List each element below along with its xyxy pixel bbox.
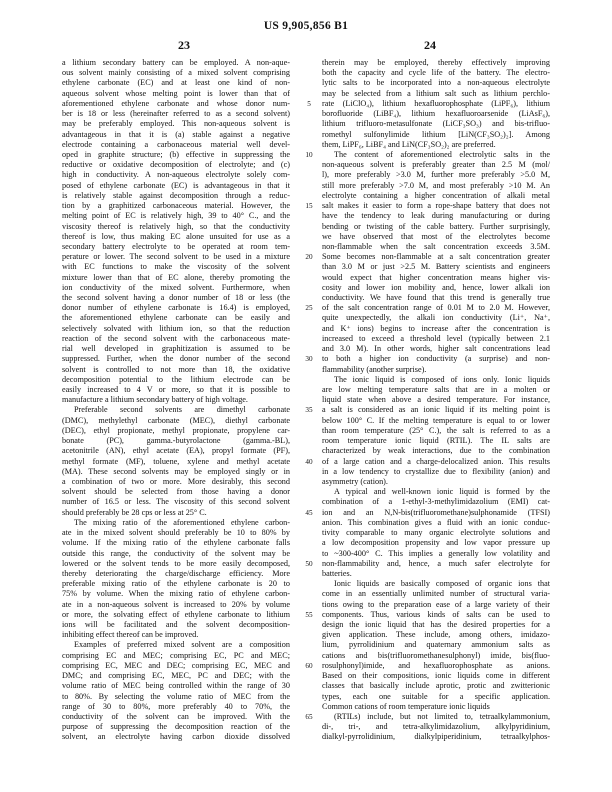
- right-text-line: given application. These include, among others, imidazo-: [322, 630, 550, 640]
- right-text-line: di-, tri-, and tetra-alkylimidazolium, alkylpyridinium,: [322, 722, 550, 732]
- left-text-line: advantageous in that it is (a) stable against a negative: [62, 129, 290, 139]
- left-text-line: may be preferably employed. This non-aqueous solvent is: [62, 119, 290, 129]
- right-text-column: [322, 58, 550, 743]
- left-text-line: easily increased to 4 V or more, so that it is possible to: [62, 385, 290, 394]
- left-text-line: Examples of preferred mixed solvent are a composition: [74, 640, 290, 650]
- left-text-line: thereof is low, thus making EC alone unsuited for use as a: [62, 231, 290, 241]
- left-text-line: the second solvent having a donor number of 18 or less (the: [62, 293, 290, 303]
- right-text-line: increased to exceed a threshold level (typically between 2.1: [322, 333, 550, 343]
- right-text-line: of the salt concentration range of 0.01 M to 2.0 M. However,: [322, 303, 550, 313]
- right-text-line: below 100° C. If the melting temperature is equal to or lower: [322, 415, 550, 425]
- left-text-line: purpose of suppressing the decomposition reaction of the: [62, 722, 290, 732]
- right-text-line: Some becomes non-flammable at a salt concentration greater: [322, 252, 550, 262]
- right-text-line: classes that basically include aprotic, protic and zwitterionic: [322, 681, 550, 691]
- column-number-left: 23: [178, 38, 190, 52]
- right-text-line: characterized by weak interactions, due to the combination: [322, 446, 550, 456]
- left-text-line: ate in a non-aqueous solvent is increased to 20% by volume: [62, 599, 290, 609]
- right-text-line: cations and bis(trifluoromethanesulphonyl) imide, bis(fluo-: [322, 650, 550, 660]
- right-text-line: batteries.: [322, 568, 352, 578]
- left-text-line: number of 16.5 or less. The viscosity of this second solvent: [62, 497, 290, 507]
- right-text-line: have the tendency to leak during manufacturing or during: [322, 211, 550, 221]
- left-text-line: preferable mixing ratio of the ethylene carbonate is 20 to: [62, 579, 290, 589]
- right-text-line: a salt is considered as an ionic liquid if its melting point is: [322, 405, 550, 415]
- right-text-line: a low decomposition propensity and low vapor pressure up: [322, 538, 550, 548]
- line-number: 25: [305, 304, 313, 313]
- left-text-line: outside this range, the conductivity of the solvent may be: [62, 548, 290, 558]
- right-text-line: asymmetry (cation).: [322, 476, 388, 486]
- right-text-line: dialkyl-pyrrolidinium, dialkylpiperidinium, tetraalkylphos-: [322, 732, 550, 742]
- right-text-line: and 3.0 M). In other words, higher salt concentrations lead: [322, 344, 550, 354]
- line-number: 15: [305, 202, 313, 211]
- left-text-line: comprising EC and MEC; comprising EC, PC and MEC;: [62, 650, 290, 660]
- left-text-line: posed of ethylene carbonate (EC) is advantageous in that it: [62, 180, 290, 190]
- right-text-line: still more preferably >7.0 M, and most preferably >10 M. An: [322, 180, 550, 190]
- line-number: 55: [305, 610, 313, 619]
- left-text-line: aforementioned ethylene carbonate and whose donor num-: [62, 98, 290, 108]
- right-text-line: flammability (another surprise).: [322, 364, 427, 374]
- left-text-line: aqueous solvent whose melting point is lower than that of: [62, 88, 290, 98]
- left-text-line: methyl formate (MF), toluene, xylene and methyl acetate: [62, 456, 290, 466]
- right-text-line: borofluoride (LiBF₄), lithium hexafluoroarsenide (LiAsF₆),: [322, 109, 550, 119]
- left-text-line: volume ratio of MEC being controlled within the range of 30: [62, 681, 290, 691]
- right-text-line: Ionic liquids are basically composed of organic ions that: [334, 579, 550, 589]
- right-text-line: lium, pyrrolidinium and quaternary ammonium salts as: [322, 640, 550, 650]
- right-text-line: of a large cation and a charge-delocalized anion. This results: [322, 456, 550, 466]
- right-text-line: ion and an N,N-bis(trifluoromethane)sulphonamide (TFSI): [322, 507, 550, 517]
- right-text-line: The ionic liquid is composed of ions only. Ionic liquids: [334, 374, 550, 384]
- left-text-line: electrode containing a carbonaceous material well devel-: [62, 139, 290, 149]
- right-text-line: quite unexpectedly, the alkali ion conductivity (Li⁺, Na⁺,: [322, 313, 550, 323]
- line-number: 35: [305, 406, 313, 415]
- right-text-line: romethyl sulfonylimide lithium [LiN(CF₃SO₂)₂]. Among: [322, 129, 550, 139]
- left-text-line: Preferable second solvents are dimethyl carbonate: [74, 405, 290, 415]
- right-text-line: room temperature ionic liquid (RTIL). The IL salts are: [322, 436, 550, 446]
- left-text-line: tion by a graphitized carbonaceous material. However, the: [62, 201, 290, 211]
- left-text-line: donor number of ethylene carbonate is 16.4) is employed,: [62, 303, 290, 313]
- right-text-line: both the capacity and cycle life of the battery. The electro-: [322, 68, 550, 78]
- right-text-line: rate (LiClO₄), lithium hexafluorophosphate (LiPF₆), lithium: [322, 98, 550, 108]
- right-text-line: bending or twisting of the cable battery. Further surprisingly,: [322, 221, 550, 231]
- left-text-line: viscosity thereof is relatively high, so that the conductivity: [62, 221, 290, 231]
- left-text-line: (DEC), ethyl propionate, methyl propionate, propylene car-: [62, 425, 290, 435]
- right-text-line: we have observed that most of the electrolytes become: [322, 231, 550, 241]
- left-text-column: [62, 58, 290, 743]
- line-number: 50: [305, 559, 313, 568]
- patent-number: US 9,905,856 B1: [263, 20, 349, 32]
- left-text-line: 75% by volume. When the mixing ratio of ethylene carbon-: [62, 589, 290, 599]
- right-text-line: Based on their compositions, ionic liquids come in different: [322, 671, 550, 681]
- right-text-line: tions owing to the preparation ease of a large variety of their: [322, 599, 550, 609]
- left-text-line: ion conductivity of the mixed solvent. Furthermore, when: [62, 282, 290, 292]
- left-text-line: reaction of the second solvent with the carbonaceous mate-: [62, 333, 290, 343]
- right-text-line: cosity and lower ion mobility and, hence, lower alkali ion: [322, 282, 550, 292]
- right-text-line: may be selected from a lithium salt such as lithium perchlo-: [322, 88, 550, 98]
- right-text-line: than room temperature (25° C.), the salt is referred to as a: [322, 425, 550, 435]
- left-text-line: selectively solvated with lithium ion, so that the reduction: [62, 323, 290, 333]
- left-text-line: thereby deteriorating the charge/discharge efficiency. More: [62, 568, 290, 578]
- left-text-line: ate in the mixed solvent should preferably be 10 to 80% by: [62, 528, 290, 538]
- left-text-line: solvent is controlled to not more than 18, the oxidative: [62, 364, 290, 374]
- right-text-line: (RTILs) include, but not limited to, tetraalkylammonium,: [334, 712, 550, 721]
- left-text-line: oped in graphite structure; (b) effective in suppressing the: [62, 149, 290, 159]
- right-text-line: them, LiPF₆, LiBF₄ and LiN(CF₃SO₂)₂ are preferred.: [322, 139, 496, 149]
- left-text-line: lowered or the solvent tends to be more easily decomposed,: [62, 558, 290, 568]
- column-number-right: 24: [424, 38, 436, 52]
- left-text-line: melting point of EC is relatively high, 39 to 40° C., and the: [62, 211, 290, 221]
- left-text-line: (DMC), methylethyl carbonate (MEC), diethyl carbonate: [62, 415, 290, 425]
- right-text-line: would expect that higher concentration means higher vis-: [322, 272, 550, 282]
- left-text-line: acetonitrile (AN), ethyl acetate (EA), propyl formate (PF),: [62, 446, 290, 456]
- left-text-line: solvent should be selected from those having a donor: [62, 487, 290, 497]
- right-text-line: lytic salts to be incorporated into a non-aqueous electrolyte: [322, 78, 550, 88]
- right-text-line: and K⁺ ions) begins to increase after the concentration is: [322, 323, 550, 333]
- line-number: 45: [305, 508, 313, 517]
- right-text-line: are low melting temperature salts that are in a molten or: [322, 385, 550, 394]
- right-text-line: to both a higher ion conductivity (a surprise) and non-: [322, 354, 550, 364]
- right-text-line: types, each one suitable for a specific application.: [322, 691, 550, 701]
- right-text-line: design the ionic liquid that has the desired properties for a: [322, 620, 550, 630]
- left-text-line: volume. If the mixing ratio of the ethylene carbonate falls: [62, 538, 290, 548]
- right-text-line: come in an essentially unlimited number of structural varia-: [322, 589, 550, 599]
- right-text-line: The content of aforementioned electrolytic salts in the: [334, 149, 550, 159]
- left-text-line: suppressed. Further, when the donor number of the second: [62, 354, 290, 364]
- right-text-line: rosulphonyl)imide, and hexafluorophosphate as anions.: [322, 660, 550, 670]
- left-text-line: bonate (PC), gamma.-butyrolactone (gamma.-BL),: [62, 436, 290, 446]
- left-text-line: a lithium secondary battery can be employed. A non-aque-: [62, 58, 290, 67]
- line-number: 30: [305, 355, 313, 364]
- line-number: 10: [305, 150, 313, 159]
- left-text-line: (MA). These second solvents may be employed singly or in: [62, 466, 290, 476]
- left-text-line: ous solvent mainly consisting of a mixed solvent comprising: [62, 68, 290, 78]
- right-text-line: electrolyte containing a higher concentration of alkali metal: [322, 190, 550, 200]
- right-text-line: therein may be employed, thereby effectively improving: [322, 58, 550, 67]
- left-text-line: or more, the solvating effect of ethylene carbonate to lithium: [62, 609, 290, 619]
- left-text-line: high in conductivity. A non-aqueous electrolyte solely com-: [62, 170, 290, 180]
- left-text-line: range of 30 to 80%, more preferably 40 to 70%, the: [62, 701, 290, 711]
- right-text-line: non-flammability and, hence, a much safer electrolyte for: [322, 558, 550, 568]
- left-text-line: decomposition potential to the lithium electrode can be: [62, 374, 290, 384]
- left-text-line: to 80%. By selecting the volume ratio of MEC from the: [62, 691, 290, 701]
- left-text-line: perature or lower. The second solvent to be used in a mixture: [62, 252, 290, 262]
- left-text-line: DMC; and comprising EC, MEC, PC and DEC; with the: [62, 671, 290, 681]
- left-text-line: secondary battery electrolyte to be operated at room tem-: [62, 241, 290, 251]
- right-text-line: conductivity. We have found that this trend is generally true: [322, 293, 550, 303]
- line-number: 20: [305, 253, 313, 262]
- left-text-line: The mixing ratio of the aforementioned ethylene carbon-: [74, 517, 290, 527]
- left-text-line: the aforementioned ethylene carbonate can be easily and: [62, 313, 290, 323]
- left-text-line: conductivity of the solvent can be improved. With the: [62, 712, 290, 721]
- left-text-line: comprising EC, MEC and DEC; comprising EC, MEC and: [62, 660, 290, 670]
- right-text-line: A typical and well-known ionic liquid is formed by the: [334, 487, 550, 497]
- right-text-line: tivity comparable to many organic electrolyte solutions and: [322, 528, 550, 538]
- line-number: 60: [305, 661, 313, 670]
- right-text-line: than 3.0 M or just >2.5 M. Battery scientists and engineers: [322, 262, 550, 272]
- right-text-line: anion. This combination gives a fluid with an ionic conduc-: [322, 517, 550, 527]
- left-text-line: rial well developed in graphitization is assumed to be: [62, 344, 290, 354]
- right-text-line: to ~300-400° C. This implies a generally low volatility and: [322, 548, 550, 558]
- right-text-line: salt makes it easier to form a rope-shape battery that does not: [322, 201, 550, 211]
- left-text-line: a combination of two or more. More desirably, this second: [62, 476, 290, 486]
- left-text-line: is relatively stable against decomposition through a reduc-: [62, 190, 290, 200]
- left-text-line: ions will be facilitated and the solvent decomposition-: [62, 620, 290, 630]
- left-text-line: ethylene carbonate (EC) and at least one kind of non-: [62, 78, 290, 88]
- left-text-line: manufacture a lithium secondary battery of high voltage.: [62, 395, 248, 405]
- left-text-line: inhibiting effect thereof can be improved.: [62, 630, 199, 640]
- right-text-line: in a low tendency to crystallize due to flexibility (anion) and: [322, 466, 550, 476]
- right-text-line: liquid state when above a desired temperature. For instance,: [322, 395, 550, 405]
- left-text-line: solvent, an electrolyte having carbon dioxide dissolved: [62, 732, 290, 742]
- right-text-line: components. Thus, various kinds of salts can be used to: [322, 609, 550, 619]
- left-text-line: should preferably be 28 cps or less at 25° C.: [62, 507, 207, 517]
- right-text-line: non-flammable when the salt concentration exceeds 3.5M.: [322, 241, 550, 251]
- left-text-line: mixture lower than that of EC alone, thereby promoting the: [62, 272, 290, 282]
- right-text-line: Common cations of room temperature ionic liquids: [322, 701, 490, 711]
- left-text-line: with EC functions to make the viscosity of the solvent: [62, 262, 290, 272]
- line-number: 65: [305, 713, 313, 722]
- line-number: 40: [305, 457, 313, 466]
- right-text-line: non-aqueous solvent is preferably greater than 2.5 M (mol/: [322, 160, 550, 170]
- right-text-line: lithium trifluoro-metasulfonate (LiCF₃SO₃) and bis-trifluo-: [322, 119, 550, 129]
- left-text-line: ber is 18 or less (hereinafter referred to as a second solvent): [62, 109, 290, 119]
- right-text-line: l), more preferably >3.0 M, further more preferably >5.0 M,: [322, 170, 550, 180]
- left-text-line: reductive or oxidative decomposition of electrolyte; and (c): [62, 160, 290, 170]
- right-text-line: combination of a 1-ethyl-3-methylimidazolium (EMI) cat-: [322, 497, 550, 507]
- line-number: 5: [307, 99, 311, 108]
